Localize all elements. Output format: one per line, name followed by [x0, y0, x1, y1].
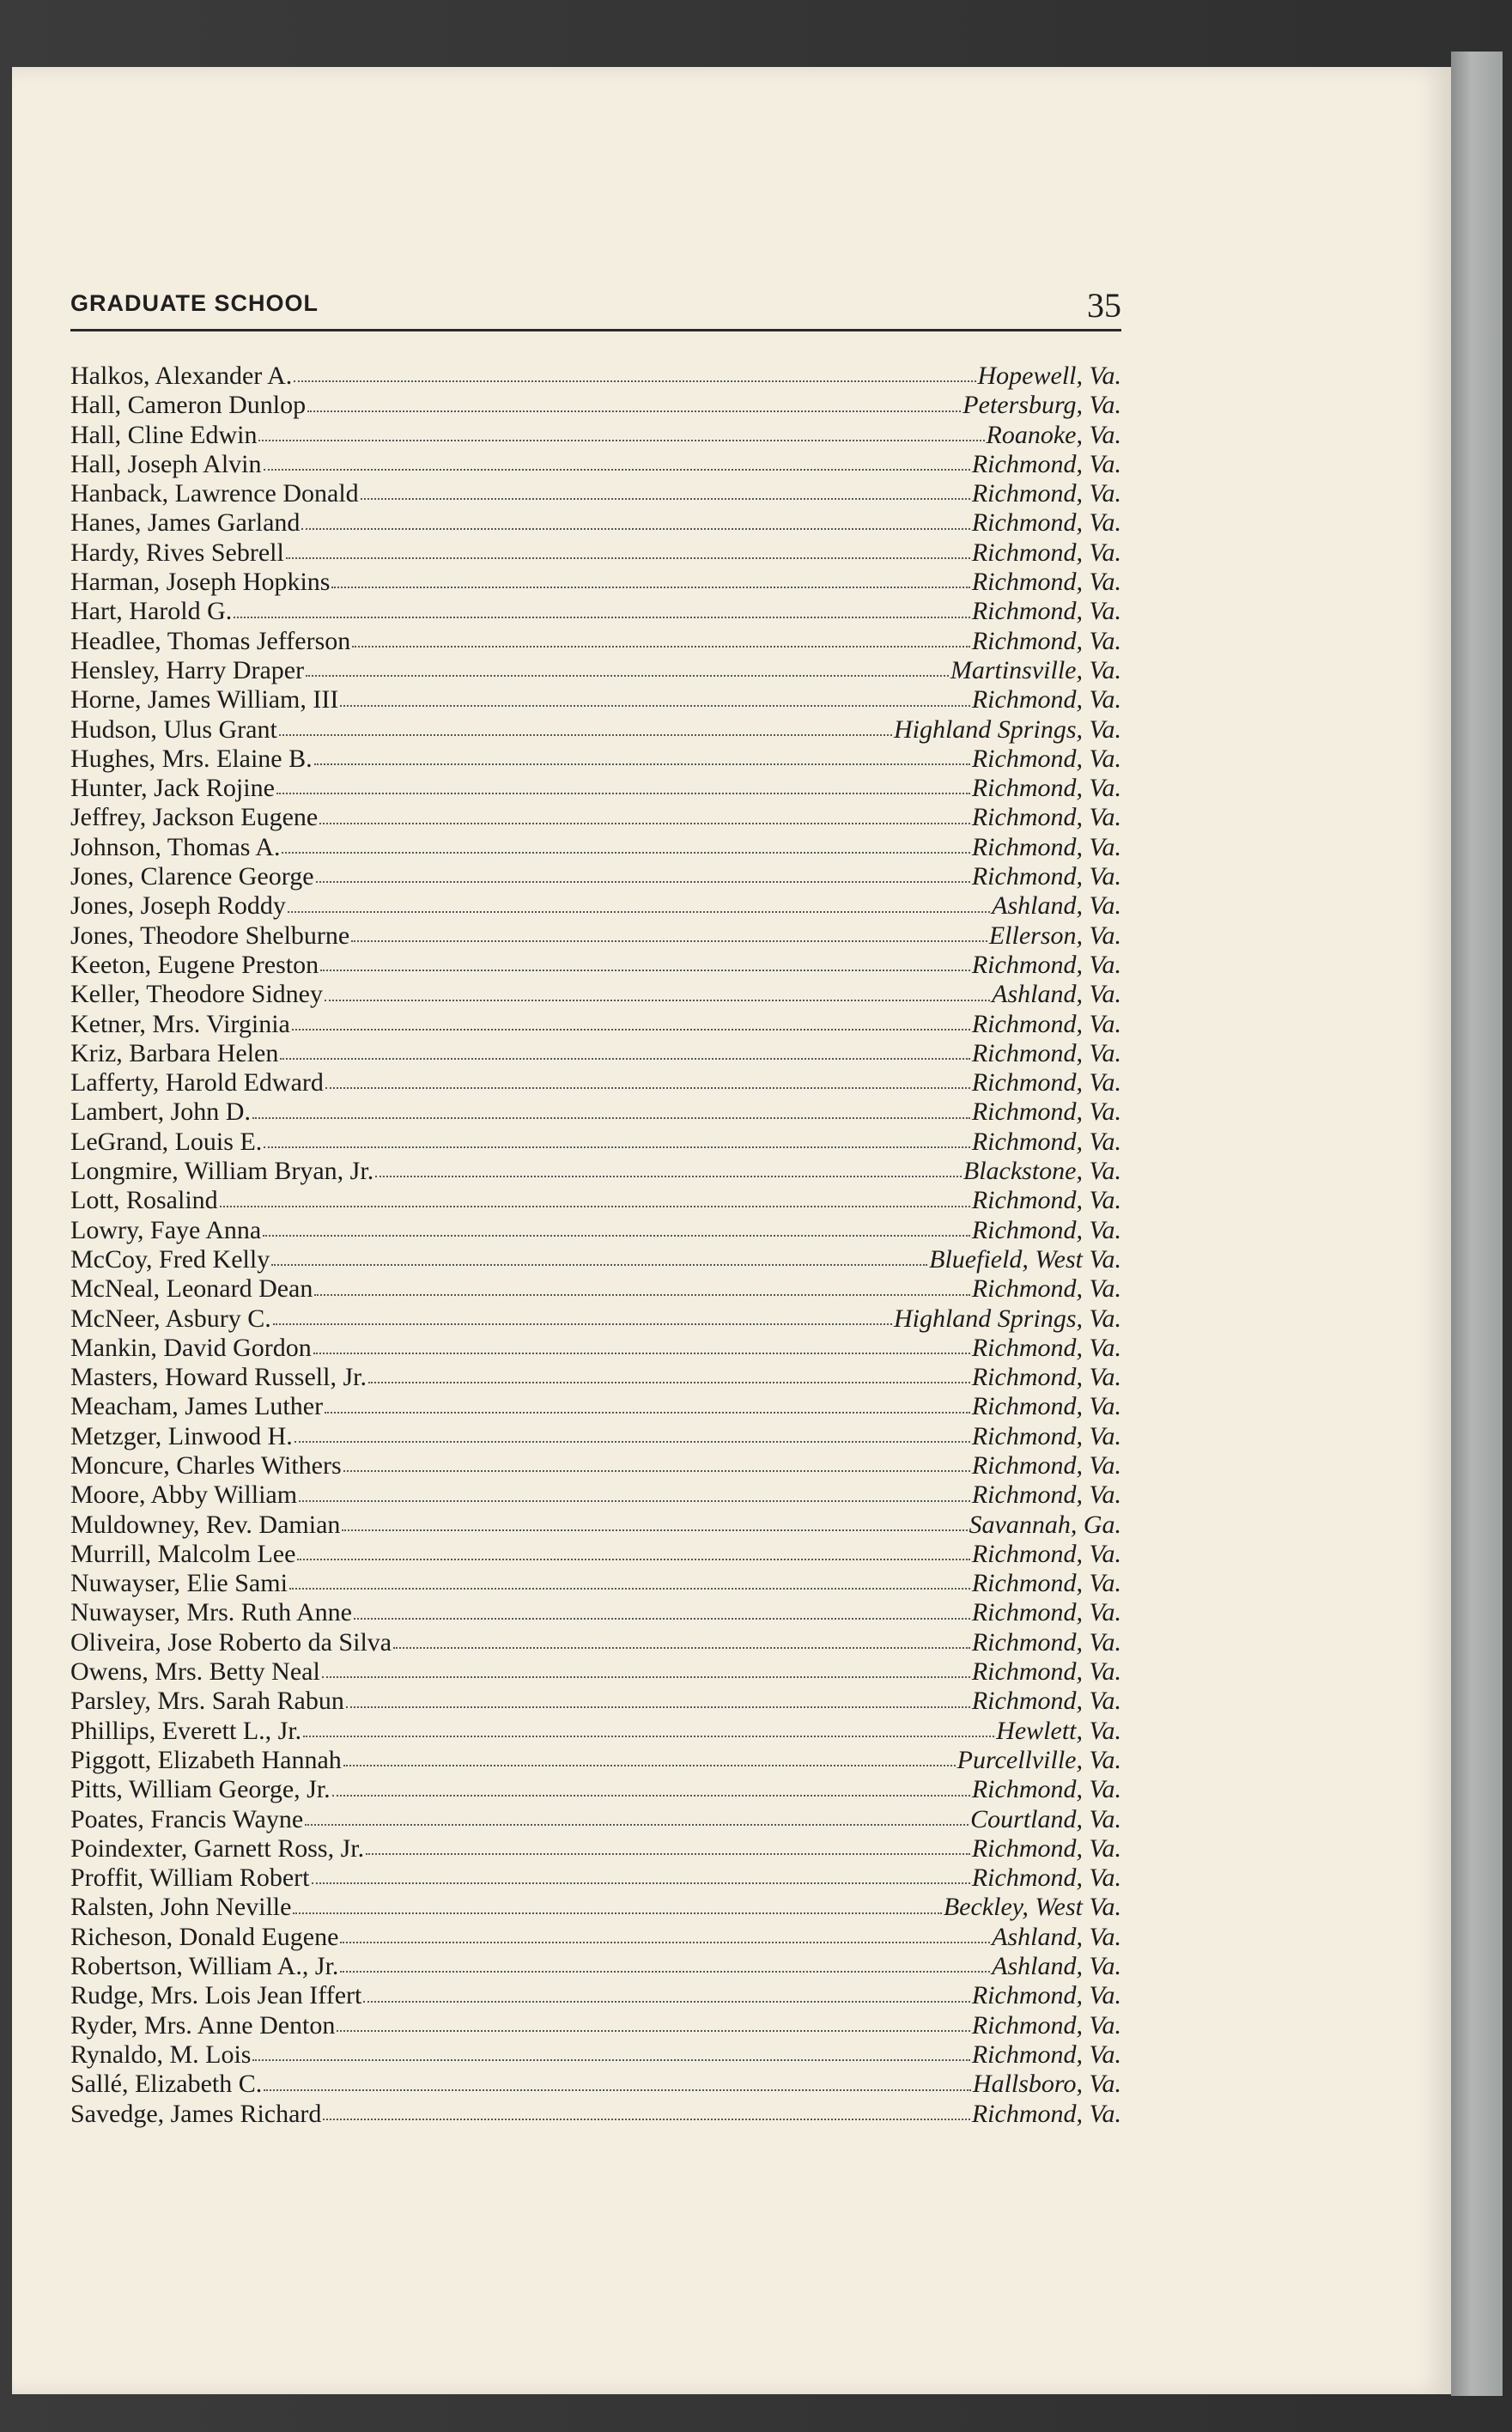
entry-place: Roanoke, Va. [986, 420, 1121, 449]
entry-place: Bluefield, West Va. [929, 1244, 1121, 1274]
dot-leader [282, 851, 969, 854]
list-item [70, 656, 1121, 685]
entry-place: Richmond, Va. [971, 950, 1121, 979]
list-item [70, 1392, 1121, 1421]
entry-place: Richmond, Va. [971, 1392, 1121, 1421]
list-item [70, 1893, 1121, 1922]
entry-name: Oliveira, Jose Roberto da Silva [70, 1627, 392, 1657]
entry-name: Jones, Theodore Shelburne [70, 921, 350, 950]
list-item [70, 1657, 1121, 1687]
dot-leader [313, 1352, 970, 1354]
list-item [70, 1245, 1121, 1274]
list-item [70, 1864, 1121, 1893]
entry-place: Richmond, Va. [971, 538, 1121, 567]
entry-place: Richmond, Va. [971, 1215, 1121, 1244]
dot-leader [363, 2000, 969, 2003]
list-item [70, 1923, 1121, 1952]
entry-place: Richmond, Va. [971, 597, 1121, 626]
list-item [70, 1304, 1121, 1334]
dot-leader [234, 616, 970, 618]
dot-leader [366, 1852, 970, 1855]
list-item [70, 1097, 1121, 1127]
entry-place: Richmond, Va. [971, 1480, 1121, 1510]
list-item [70, 1480, 1121, 1510]
list-item [70, 745, 1121, 774]
entry-name: Meacham, James Luther [70, 1392, 324, 1421]
dot-leader [301, 527, 969, 530]
entry-name: Johnson, Thomas A. [70, 832, 281, 861]
entry-place: Hopewell, Va. [977, 362, 1121, 390]
entry-name: Harman, Joseph Hopkins [70, 568, 331, 597]
entry-place: Richmond, Va. [971, 1333, 1121, 1362]
list-item [70, 1334, 1121, 1363]
entry-place: Richmond, Va. [971, 1421, 1121, 1450]
entry-place: Richmond, Va. [971, 1598, 1121, 1627]
list-item [70, 891, 1121, 921]
list-item [70, 1216, 1121, 1245]
list-item [70, 862, 1121, 891]
entry-name: Poates, Francis Wayne [70, 1804, 304, 1833]
entry-place: Ashland, Va. [992, 1922, 1121, 1951]
dot-leader [297, 1558, 969, 1560]
entry-name: Hardy, Rives Sebrell [70, 538, 284, 567]
list-item [70, 1540, 1121, 1569]
entry-place: Richmond, Va. [971, 2040, 1121, 2069]
dot-leader [351, 939, 987, 942]
entry-name: Pitts, William George, Jr. [70, 1775, 331, 1804]
header-rule [70, 329, 1121, 331]
list-item [70, 1039, 1121, 1068]
list-item [70, 1451, 1121, 1480]
entry-place: Richmond, Va. [971, 1009, 1121, 1038]
entry-name: Parsley, Mrs. Sarah Rabun [70, 1687, 344, 1716]
entry-name: Ryder, Mrs. Anne Denton [70, 2010, 336, 2040]
entry-name: Savedge, James Richard [70, 2099, 322, 2128]
list-item [70, 1717, 1121, 1746]
entry-place: Richmond, Va. [971, 1627, 1121, 1657]
list-item [70, 1952, 1121, 1981]
list-item [70, 2011, 1121, 2040]
dot-leader [279, 733, 892, 736]
dot-leader [342, 1529, 967, 1531]
entry-place: Beckley, West Va. [943, 1893, 1121, 1922]
entry-place: Richmond, Va. [971, 774, 1121, 803]
dot-leader [325, 1411, 970, 1414]
entry-name: Hensley, Harry Draper [70, 655, 305, 684]
entry-name: Phillips, Everett L., Jr. [70, 1716, 302, 1745]
entry-place: Richmond, Va. [971, 2010, 1121, 2040]
entry-place: Richmond, Va. [971, 803, 1121, 832]
entry-place: Richmond, Va. [971, 1569, 1121, 1598]
entry-name: McCoy, Fred Kelly [70, 1244, 270, 1274]
dot-leader [354, 1617, 970, 1620]
list-item [70, 479, 1121, 508]
dot-leader [252, 1116, 970, 1119]
entry-place: Ashland, Va. [992, 980, 1121, 1009]
entry-place: Richmond, Va. [971, 832, 1121, 861]
entry-name: Jones, Clarence George [70, 862, 314, 891]
entry-name: Hanback, Lawrence Donald [70, 479, 359, 508]
list-item [70, 1598, 1121, 1627]
entry-name: Keller, Theodore Sidney [70, 980, 323, 1009]
entry-name: Hunter, Jack Rojine [70, 774, 275, 803]
entry-place: Richmond, Va. [971, 1274, 1121, 1304]
entry-name: McNeal, Leonard Dean [70, 1274, 313, 1304]
dot-leader [332, 1794, 970, 1797]
entry-place: Richmond, Va. [971, 508, 1121, 538]
entry-place: Richmond, Va. [971, 1450, 1121, 1480]
list-item [70, 1746, 1121, 1775]
dot-leader [292, 1028, 970, 1031]
dot-leader [319, 822, 970, 824]
dot-leader [368, 1381, 970, 1383]
dot-leader [289, 1587, 970, 1590]
entry-name: Hudson, Ulus Grant [70, 714, 277, 744]
dot-leader [263, 1234, 970, 1237]
entry-name: Owens, Mrs. Betty Neal [70, 1657, 320, 1687]
entry-place: Richmond, Va. [971, 1981, 1121, 2010]
list-item [70, 980, 1121, 1009]
list-item [70, 951, 1121, 980]
entry-name: Moncure, Charles Withers [70, 1450, 342, 1480]
entry-place: Richmond, Va. [971, 1657, 1121, 1687]
dot-leader [343, 1764, 956, 1766]
entry-name: Murrill, Malcolm Lee [70, 1539, 296, 1568]
list-item [70, 1068, 1121, 1097]
list-item [70, 2040, 1121, 2070]
dot-leader [361, 497, 970, 500]
entry-place: Richmond, Va. [971, 1038, 1121, 1067]
list-item [70, 568, 1121, 597]
list-item [70, 391, 1121, 420]
entry-place: Martinsville, Va. [950, 655, 1121, 684]
entry-place: Richmond, Va. [971, 449, 1121, 478]
entry-place: Courtland, Va. [970, 1804, 1121, 1833]
dot-leader [314, 763, 970, 765]
entry-name: Hall, Cline Edwin [70, 420, 258, 449]
entry-name: Jones, Joseph Roddy [70, 891, 286, 921]
running-header [70, 285, 1121, 326]
dot-leader [340, 1970, 990, 1973]
list-item [70, 627, 1121, 656]
dot-leader [305, 1823, 969, 1826]
entry-name: Hall, Cameron Dunlop [70, 391, 307, 420]
entry-name: LeGrand, Louis E. [70, 1127, 263, 1156]
dot-leader [331, 586, 969, 588]
dot-leader [320, 969, 970, 971]
entry-place: Richmond, Va. [971, 479, 1121, 508]
entry-place: Richmond, Va. [971, 1687, 1121, 1716]
entry-name: Mankin, David Gordon [70, 1333, 312, 1362]
page-stack-edge [1451, 52, 1503, 2396]
entry-name: Metzger, Linwood H. [70, 1421, 293, 1450]
dot-leader [343, 1469, 970, 1472]
dot-leader [325, 1086, 970, 1089]
entry-name: Hughes, Mrs. Elaine B. [70, 744, 313, 773]
entry-name: Ralsten, John Neville [70, 1893, 292, 1922]
dot-leader [307, 410, 961, 412]
dot-leader [323, 2118, 969, 2120]
entry-place: Richmond, Va. [971, 1186, 1121, 1215]
entry-place: Richmond, Va. [971, 1127, 1121, 1156]
entry-name: Longmire, William Bryan, Jr. [70, 1157, 374, 1186]
dot-leader [322, 1675, 970, 1678]
entry-place: Savannah, Ga. [969, 1510, 1121, 1539]
dot-leader [295, 1440, 970, 1443]
dot-leader [337, 2029, 969, 2032]
list-item [70, 1805, 1121, 1834]
entry-name: McNeer, Asbury C. [70, 1304, 271, 1333]
dot-leader [393, 1646, 970, 1649]
list-item [70, 685, 1121, 714]
entry-name: Masters, Howard Russell, Jr. [70, 1363, 367, 1392]
list-item [70, 1511, 1121, 1540]
dot-leader [273, 1322, 892, 1325]
entry-place: Richmond, Va. [971, 1363, 1121, 1392]
entry-name: Keeton, Eugene Preston [70, 950, 319, 979]
entry-name: Headlee, Thomas Jefferson [70, 626, 351, 655]
entry-place: Hewlett, Va. [996, 1716, 1121, 1745]
dot-leader [271, 1263, 927, 1266]
entry-name: Rynaldo, M. Lois [70, 2040, 252, 2069]
entry-name: Nuwayser, Mrs. Ruth Anne [70, 1598, 352, 1627]
entry-place: Richmond, Va. [971, 626, 1121, 655]
entry-place: Richmond, Va. [971, 1833, 1121, 1863]
entry-name: Ketner, Mrs. Virginia [70, 1009, 290, 1038]
entry-place: Richmond, Va. [971, 1775, 1121, 1804]
dot-leader [303, 1735, 994, 1737]
entry-place: Purcellville, Va. [956, 1745, 1121, 1774]
entry-place: Highland Springs, Va. [893, 1304, 1121, 1333]
entry-name: Lafferty, Harold Edward [70, 1068, 324, 1097]
list-item [70, 362, 1121, 391]
entry-place: Richmond, Va. [971, 1539, 1121, 1568]
dot-leader [280, 1057, 969, 1060]
dot-leader [312, 1882, 970, 1884]
dot-leader [286, 556, 970, 559]
entry-place: Richmond, Va. [971, 862, 1121, 891]
entry-name: Sallé, Elizabeth C. [70, 2070, 263, 2099]
dot-leader [264, 468, 970, 471]
list-item [70, 597, 1121, 626]
list-item [70, 1010, 1121, 1039]
entry-name: Moore, Abby William [70, 1480, 298, 1510]
list-item [70, 1981, 1121, 2010]
entry-place: Richmond, Va. [971, 568, 1121, 597]
entry-name: Hanes, James Garland [70, 508, 301, 538]
entry-place: Hallsboro, Va. [972, 2070, 1121, 2099]
list-item [70, 1834, 1121, 1864]
dot-leader [293, 1912, 941, 1914]
page-number: 35 [1087, 286, 1121, 325]
dot-leader [276, 792, 970, 794]
list-item [70, 538, 1121, 568]
dot-leader [306, 674, 949, 677]
list-item [70, 1157, 1121, 1186]
dot-leader [340, 1941, 990, 1943]
entry-name: Muldowney, Rev. Damian [70, 1510, 341, 1539]
entry-place: Petersburg, Va. [962, 391, 1121, 420]
list-item [70, 921, 1121, 951]
entry-name: Hall, Joseph Alvin [70, 449, 262, 478]
entry-name: Jeffrey, Jackson Eugene [70, 803, 319, 832]
list-item [70, 2100, 1121, 2129]
list-item [70, 421, 1121, 450]
dot-leader [294, 380, 975, 382]
entry-place: Blackstone, Va. [962, 1157, 1121, 1186]
entry-name: Piggott, Elizabeth Hannah [70, 1745, 342, 1774]
list-item [70, 1775, 1121, 1804]
entry-name: Horne, James William, III [70, 685, 339, 714]
list-item [70, 1422, 1121, 1451]
list-item [70, 1687, 1121, 1716]
list-item [70, 774, 1121, 803]
entry-place: Ashland, Va. [992, 1952, 1121, 1981]
entry-place: Richmond, Va. [971, 1864, 1121, 1893]
list-item [70, 450, 1121, 479]
dot-leader [299, 1499, 970, 1502]
entry-name: Halkos, Alexander A. [70, 362, 293, 390]
dot-leader [264, 1146, 970, 1148]
dot-leader [220, 1205, 970, 1207]
dot-leader [375, 1175, 962, 1177]
dot-leader [288, 910, 990, 913]
entry-name: Rudge, Mrs. Lois Jean Iffert [70, 1981, 362, 2010]
entry-name: Poindexter, Garnett Ross, Jr. [70, 1833, 365, 1863]
dot-leader [346, 1705, 970, 1708]
dot-leader [325, 999, 990, 1001]
dot-leader [252, 2058, 969, 2061]
entry-name: Richeson, Donald Eugene [70, 1922, 339, 1951]
entry-name: Lowry, Faye Anna [70, 1215, 262, 1244]
list-item [70, 2070, 1121, 2099]
dot-leader [314, 1293, 969, 1296]
entry-name: Hart, Harold G. [70, 597, 233, 626]
entry-name: Lott, Rosalind [70, 1186, 218, 1215]
list-item [70, 1186, 1121, 1215]
dot-leader [352, 645, 970, 648]
entry-name: Nuwayser, Elie Sami [70, 1569, 288, 1598]
entry-place: Ashland, Va. [992, 891, 1121, 921]
entry-place: Highland Springs, Va. [893, 714, 1121, 744]
entry-name: Kriz, Barbara Helen [70, 1038, 279, 1067]
entry-name: Lambert, John D. [70, 1097, 251, 1127]
entry-place: Richmond, Va. [971, 1097, 1121, 1127]
entry-place: Richmond, Va. [971, 744, 1121, 773]
dot-leader [340, 704, 970, 707]
section-title: GRADUATE SCHOOL [70, 290, 319, 316]
list-item [70, 1128, 1121, 1157]
list-item [70, 715, 1121, 745]
dot-leader [316, 880, 970, 883]
entry-place: Ellerson, Va. [988, 921, 1121, 950]
entry-place: Richmond, Va. [971, 685, 1121, 714]
list-item [70, 1569, 1121, 1598]
list-item [70, 1628, 1121, 1657]
entry-place: Richmond, Va. [971, 2099, 1121, 2128]
dot-leader [258, 439, 984, 441]
list-item [70, 1363, 1121, 1392]
list-item [70, 803, 1121, 832]
entry-name: Robertson, William A., Jr. [70, 1952, 339, 1981]
list-item [70, 508, 1121, 538]
directory-list [70, 362, 1121, 2129]
entry-place: Richmond, Va. [971, 1068, 1121, 1097]
list-item [70, 1274, 1121, 1304]
list-item [70, 833, 1121, 862]
entry-name: Proffit, William Robert [70, 1864, 310, 1893]
dot-leader [264, 2088, 971, 2091]
